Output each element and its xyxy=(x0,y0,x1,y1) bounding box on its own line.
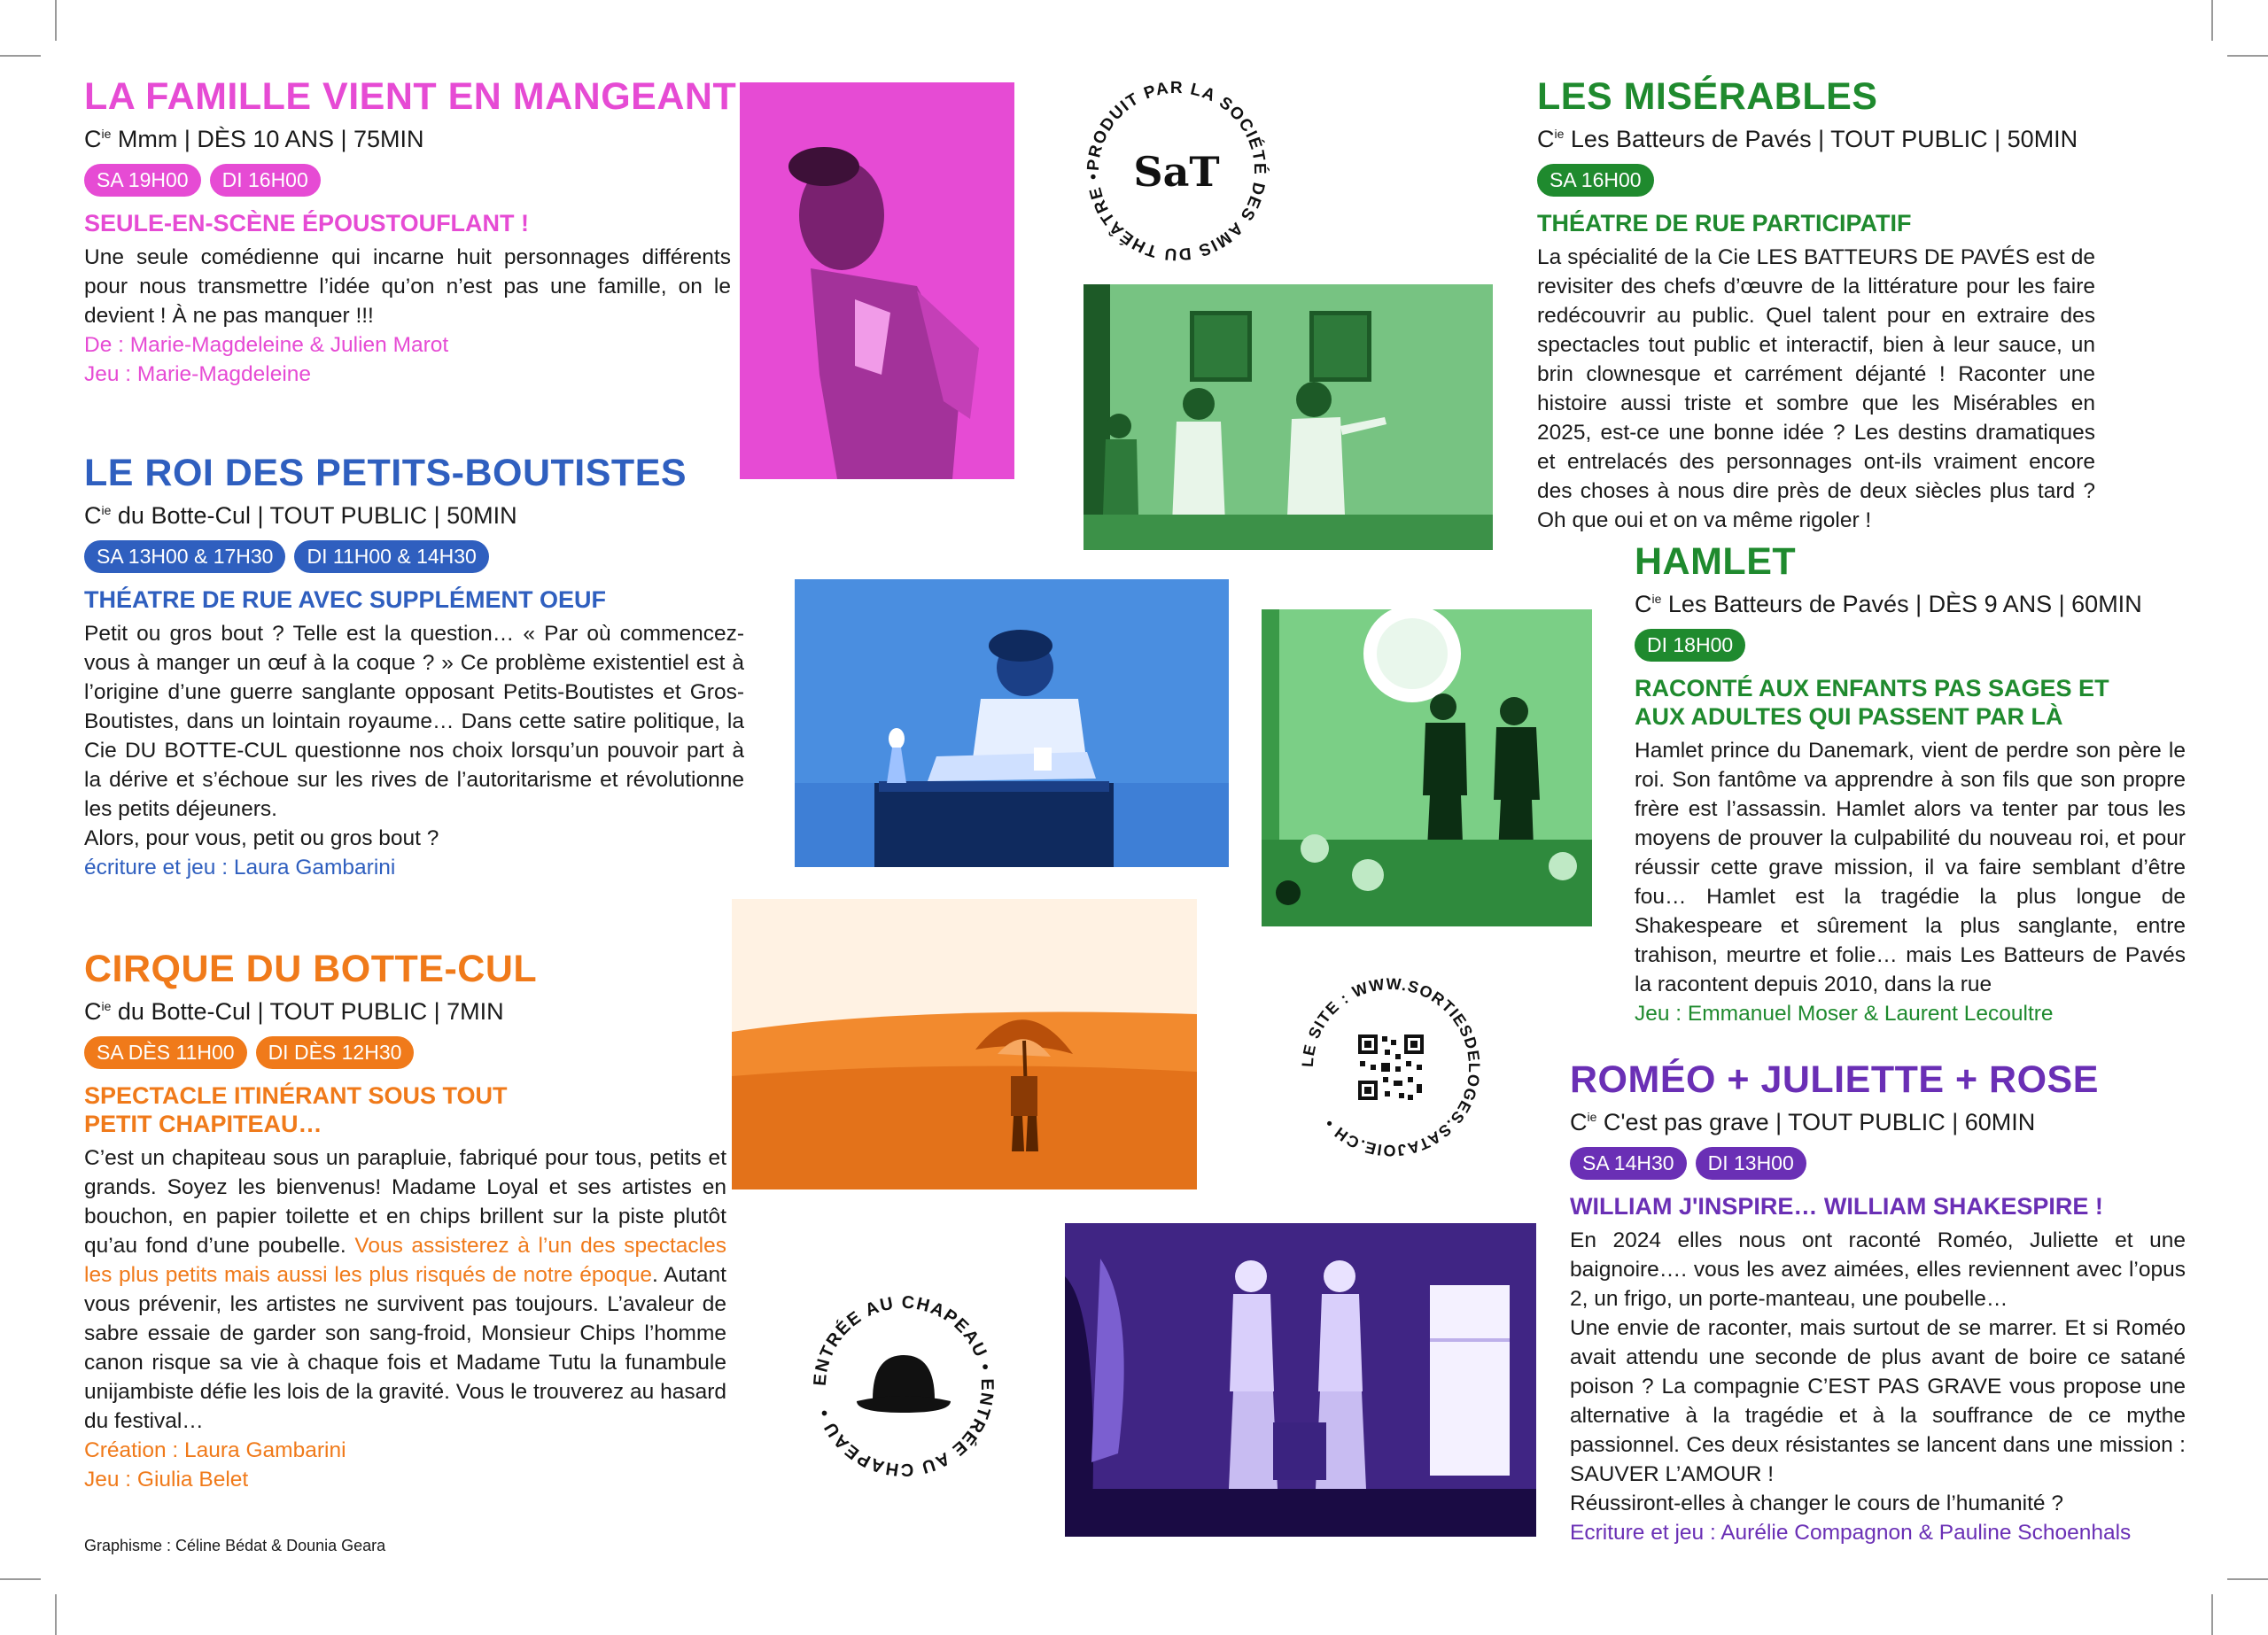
photo-hamlet xyxy=(1262,609,1592,926)
photo-miserables xyxy=(1084,284,1493,550)
show-title: LE ROI DES PETITS-BOUTISTES xyxy=(84,452,687,494)
show-title: LA FAMILLE VIENT EN MANGEANT xyxy=(84,75,737,118)
show-meta: $C^{ie}$ Les Batteurs de Pavés | TOUT PUBLIC | 50MIN xyxy=(1537,126,2078,152)
show-credit: De : Marie-Magdeleine & Julien Marot xyxy=(84,333,449,357)
crop-mark xyxy=(2211,0,2213,41)
show-credit: Jeu : Marie-Magdeleine xyxy=(84,362,312,386)
show-subtitle: SPECTACLE ITINÉRANT SOUS TOUT PETIT CHAPITEAU… xyxy=(84,1082,508,1137)
time-pill: SA 19H00 xyxy=(84,164,201,197)
crop-mark xyxy=(55,0,57,41)
chapeau-stamp xyxy=(802,1284,1006,1488)
photo-cirque xyxy=(732,899,1197,1189)
time-pill: SA 16H00 xyxy=(1537,164,1654,197)
photo-romeo xyxy=(1065,1223,1536,1537)
show-title: LES MISÉRABLES xyxy=(1537,75,1878,118)
show-subtitle: THÉATRE DE RUE AVEC SUPPLÉMENT OEUF xyxy=(84,586,607,613)
crop-mark xyxy=(2227,1578,2268,1580)
chapeau-ring-text: ENTRÉE AU CHAPEAU • ENTRÉE AU CHAPEAU • xyxy=(810,1292,998,1480)
show-hamlet xyxy=(1635,540,2186,1028)
time-pill: DI 18H00 xyxy=(1635,629,1745,662)
show-description: Une seule comédienne qui incarne huit personnages différents pour nous transmettre l’idée qu’on n’est pas une famille, on le devient ! À ne pas manquer !!! xyxy=(84,245,731,328)
show-famille xyxy=(84,75,737,389)
time-pill: DI 13H00 xyxy=(1696,1147,1806,1180)
show-times xyxy=(84,540,744,573)
photo-roi xyxy=(795,579,1229,867)
time-pill: SA DÈS 11H00 xyxy=(84,1036,247,1069)
site-stamp xyxy=(1289,965,1493,1169)
time-pill: DI DÈS 12H30 xyxy=(256,1036,415,1069)
show-times xyxy=(1570,1147,2186,1180)
show-credit: Jeu : Emmanuel Moser & Laurent Lecoultre xyxy=(1635,1002,2054,1026)
show-meta: $C^{ie}$ C'est pas grave | TOUT PUBLIC | 60MIN xyxy=(1570,1109,2036,1135)
show-title: CIRQUE DU BOTTE-CUL xyxy=(84,948,538,990)
show-description: Une envie de raconter, mais surtout de se marrer. Et si Roméo avait attendu une seconde de plus avant de boire ce satané poison ? La compagnie C’EST PAS GRAVE vous propose une alternative à la tragédie et à la souffrance de ce mythe passionnel. Ces deux résistantes se lancent dans une mission : SAUVER L’AMOUR ! xyxy=(1570,1316,2186,1486)
show-miserables xyxy=(1537,75,2095,535)
time-pill: SA 13H00 & 17H30 xyxy=(84,540,285,573)
sat-ring-text: PRODUIT PAR LA SOCIÉTÉ DES AMIS DU THÉÂTRE • xyxy=(1084,78,1270,264)
sat-logo: SaT xyxy=(1133,148,1220,196)
show-title: HAMLET xyxy=(1635,540,1797,583)
graphisme-credit: Graphisme : Céline Bédat & Dounia Geara xyxy=(84,1537,386,1554)
show-meta: $C^{ie}$ du Botte-Cul | TOUT PUBLIC | 50MIN xyxy=(84,502,517,529)
bowler-hat-icon xyxy=(857,1355,951,1413)
show-title: ROMÉO + JULIETTE + ROSE xyxy=(1570,1058,2099,1101)
show-credit: écriture et jeu : Laura Gambarini xyxy=(84,856,396,879)
show-subtitle: RACONTÉ AUX ENFANTS PAS SAGES ET AUX ADULTES QUI PASSENT PAR LÀ xyxy=(1635,675,2109,730)
show-subtitle: THÉATRE DE RUE PARTICIPATIF xyxy=(1537,210,1912,236)
crop-mark xyxy=(55,1594,57,1635)
time-pill: SA 14H30 xyxy=(1570,1147,1687,1180)
show-roi xyxy=(84,452,744,882)
show-credit: Jeu : Giulia Belet xyxy=(84,1468,249,1492)
show-meta: $C^{ie}$ Mmm | DÈS 10 ANS | 75MIN xyxy=(84,126,424,152)
qr-code-icon xyxy=(1355,1032,1426,1103)
show-subtitle: WILLIAM J'INSPIRE… WILLIAM SHAKESPIRE ! xyxy=(1570,1193,2103,1220)
show-description: Hamlet prince du Danemark, vient de perdre son père le roi. Son fantôme va apprendre à son fils que son propre frère est l’assassin. Hamlet alors va tenter par tous les moyens de prouver la culpabilité du nouveau roi, et pour réussir cette grave mission, il va faire semblant d’être fou… Hamlet est la tragédie la plus longue de Shakespeare et sûrement la plus sanglante, entre trahison, meurtre et folie… mais Les Batteurs de Pavés la racontent depuis 2010, dans la rue xyxy=(1635,739,2186,996)
show-meta: $C^{ie}$ du Botte-Cul | TOUT PUBLIC | 7MIN xyxy=(84,998,504,1025)
show-description-end: Réussiront-elles à changer le cours de l’humanité ? xyxy=(1570,1492,2063,1515)
time-pill: DI 11H00 & 14H30 xyxy=(294,540,488,573)
sat-stamp xyxy=(1075,69,1278,273)
show-credit: Ecriture et jeu : Aurélie Compagnon & Pauline Schoenhals xyxy=(1570,1521,2132,1545)
show-times xyxy=(1537,164,2095,197)
show-romeo xyxy=(1570,1058,2186,1547)
crop-mark xyxy=(0,55,41,57)
show-description: La spécialité de la Cie LES BATTEURS DE PAVÉS est de revisiter des chefs d’œuvre de la littérature pour les faire redécouvrir au public. Quel talent pour en extraire des spectacles tout public et interactif, bien à leur sauce, un brin clownesque et carrément déjanté ! Raconter une histoire aussi triste et sombre que les Misérables en 2025, est-ce une bonne idée ? Les destins dramatiques et entrelacés des personnages ont-ils vraiment encore des choses à nous dire près de deux siècles plus tard ? Oh que oui et on va même rigoler ! xyxy=(1537,245,2095,532)
show-description-end: Alors, pour vous, petit ou gros bout ? xyxy=(84,826,439,850)
show-credit: Création : Laura Gambarini xyxy=(84,1438,346,1462)
show-description: C’est un chapiteau sous un parapluie, fabriqué pour tous, petits et grands. Soyez les bienvenus! Madame Loyal et ses artistes en bouchon, en papier toilette et en chips brillent sur la piste plutôt qu’au fond d’une poubelle. Vous assisterez à l’un des spectacles les plus petits mais aussi les plus risqués de notre époque. Autant vous prévenir, les artistes ne survivent pas toujours. L’avaleur de sabre essaie de garder son sang-froid, Monsieur Chips l’homme canon risque sa vie à chaque fois et Madame Tutu la funambule unijambiste défie les lois de la gravité. Vous le trouverez au hasard du festival… xyxy=(84,1146,726,1433)
show-times xyxy=(84,1036,726,1069)
photo-famille xyxy=(740,82,1014,479)
show-description: Petit ou gros bout ? Telle est la question… « Par où commencez-vous à manger un œuf à la coque ? » Ce problème existentiel est à l’origine d’une guerre sanglante opposant Petits-Boutistes et Gros-Boutistes, dans un lointain royaume… Dans cette satire politique, la Cie DU BOTTE-CUL questionne nos choix lorsqu’un pouvoir part à la dérive et s’échoue sur les rives de l’autoritarisme et révolutionne les petits déjeuners. xyxy=(84,622,744,821)
crop-mark xyxy=(0,1578,41,1580)
show-times xyxy=(84,164,731,197)
show-meta: $C^{ie}$ Les Batteurs de Pavés | DÈS 9 ANS | 60MIN xyxy=(1635,591,2142,617)
show-description: En 2024 elles nous ont raconté Roméo, Juliette et une baignoire…. vous les avez aimées, elles reviennent avec l’opus 2, un frigo, un porte-manteau, une poubelle… xyxy=(1570,1228,2186,1311)
time-pill: DI 16H00 xyxy=(210,164,321,197)
site-ring-text: LE SITE : WWW.SORTIESDELOGES.SATAJOIE.CH • xyxy=(1298,974,1484,1160)
crop-mark xyxy=(2227,55,2268,57)
crop-mark xyxy=(2211,1594,2213,1635)
show-cirque xyxy=(84,948,726,1494)
show-subtitle: SEULE-EN-SCÈNE ÉPOUSTOUFLANT ! xyxy=(84,210,530,236)
show-times xyxy=(1635,629,2186,662)
